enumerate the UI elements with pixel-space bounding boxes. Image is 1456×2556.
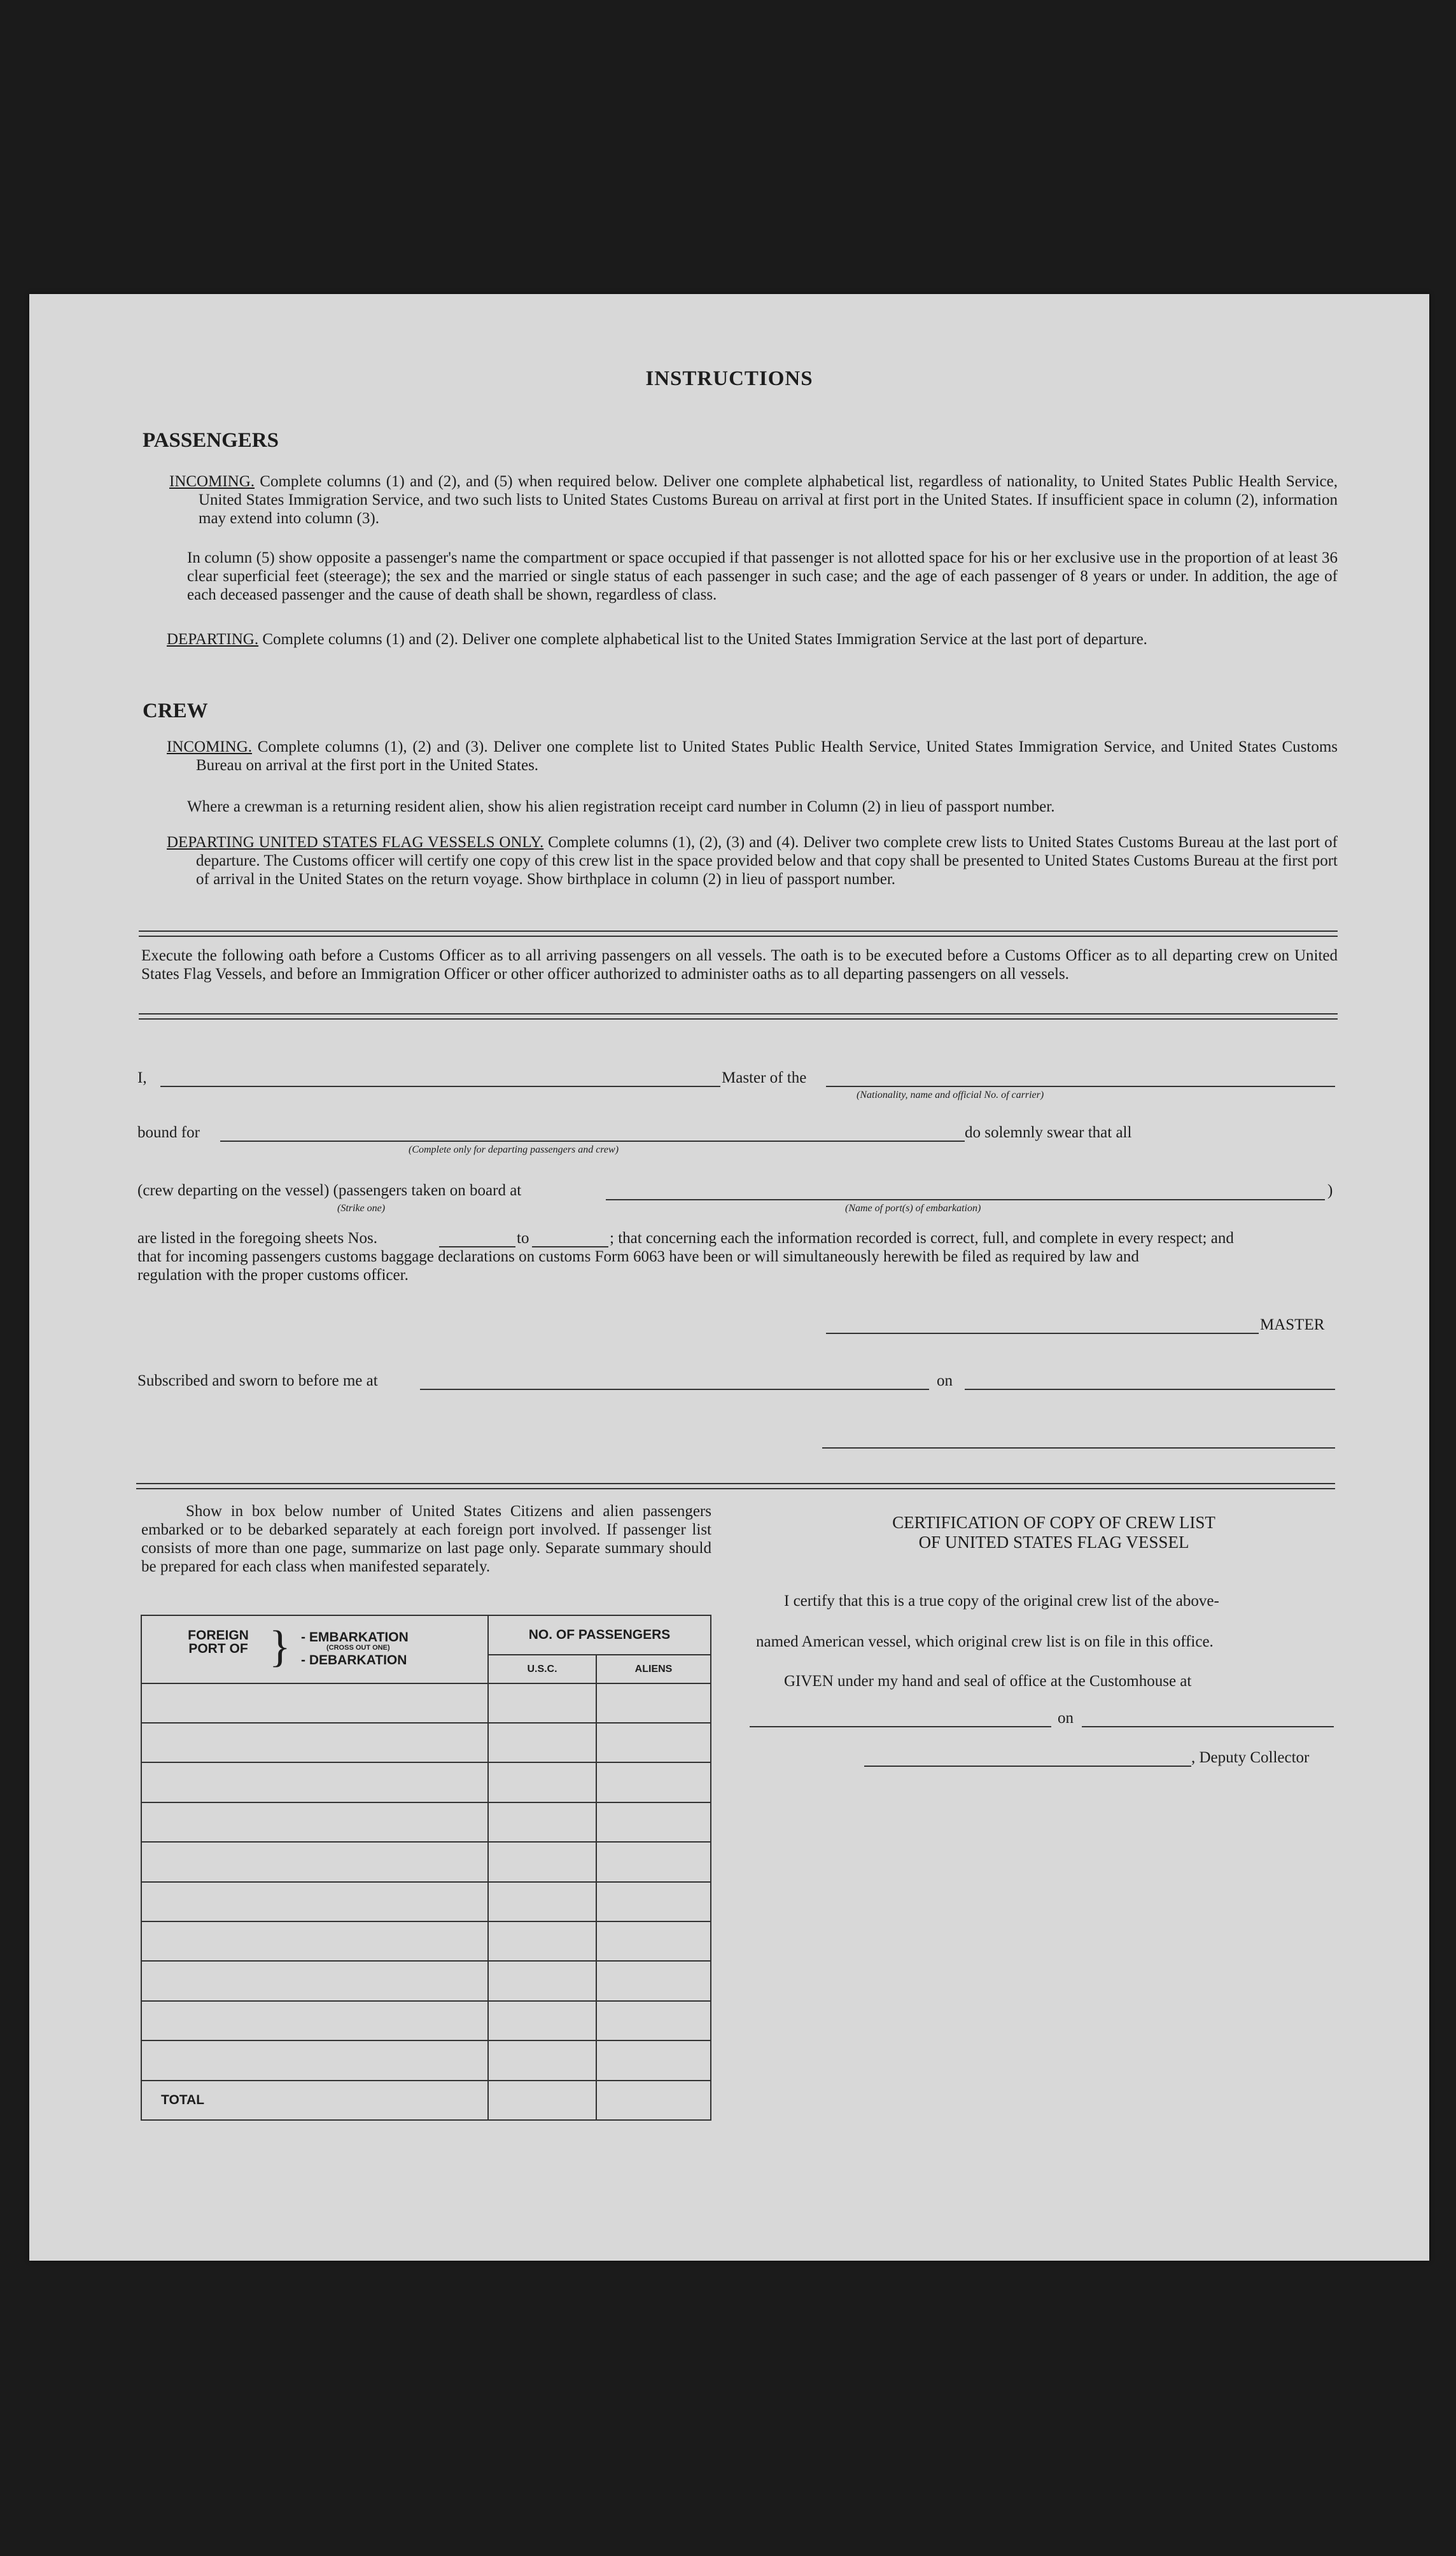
port-cell[interactable] <box>141 2040 488 2080</box>
cert-date-field[interactable] <box>1082 1726 1334 1727</box>
embarkation-port-field[interactable] <box>606 1199 1325 1200</box>
swear-label: do solemnly swear that all <box>965 1124 1132 1141</box>
passengers-heading: PASSENGERS <box>143 429 279 452</box>
document-page <box>29 294 1429 2261</box>
cross-out-label: (CROSS OUT ONE) <box>326 1644 390 1652</box>
table-row <box>141 2040 711 2080</box>
table-row <box>141 1961 711 2000</box>
aliens-header: ALIENS <box>596 1655 711 1683</box>
table-row <box>141 1882 711 1921</box>
incoming-label: INCOMING. <box>169 473 255 490</box>
foreign-port-label: FOREIGN PORT OF <box>188 1628 249 1656</box>
aliens-cell[interactable] <box>596 1683 711 1723</box>
port-cell[interactable] <box>141 1762 488 1802</box>
oath-intro: Execute the following oath before a Customs Officer as to all arriving passengers on all vessels. The oath is to be executed before a Customs Officer as to all departing crew on United States Flag Vessels, and before an Immigration Officer or other officer authorized to administer oaths as to all departing passengers on all vessels. <box>141 947 1338 983</box>
sworn-date-field[interactable] <box>965 1389 1335 1390</box>
port-cell[interactable] <box>141 1842 488 1881</box>
no-passengers-header: NO. OF PASSENGERS <box>488 1615 711 1655</box>
table-row <box>141 1921 711 1961</box>
usc-header: U.S.C. <box>488 1655 596 1683</box>
master-of-label: Master of the <box>722 1069 807 1086</box>
sworn-place-field[interactable] <box>420 1389 929 1390</box>
customhouse-field[interactable] <box>750 1726 1051 1727</box>
close-paren: ) <box>1327 1182 1333 1199</box>
subscribed-label: Subscribed and sworn to before me at <box>137 1372 378 1389</box>
officer-signature-field[interactable] <box>822 1447 1335 1449</box>
total-aliens-cell[interactable] <box>596 2081 711 2120</box>
debarkation-label: - DEBARKATION <box>301 1653 407 1668</box>
certification-title-2: OF UNITED STATES FLAG VESSEL <box>918 1533 1189 1552</box>
aliens-cell[interactable] <box>596 2040 711 2080</box>
bound-for-label: bound for <box>137 1124 200 1141</box>
table-row <box>141 2001 711 2040</box>
aliens-cell[interactable] <box>596 1842 711 1881</box>
destination-field[interactable] <box>220 1141 965 1142</box>
sheet-to-field[interactable] <box>532 1246 608 1247</box>
port-caption: (Name of port(s) of embarkation) <box>845 1203 981 1214</box>
port-cell[interactable] <box>141 2001 488 2040</box>
cert-on-label: on <box>1058 1710 1074 1727</box>
summary-note: Show in box below number of United States Citizens and alien passengers embarked or to be debarked separately at each foreign port involved. If passenger list consists of more than one page, summarize on last page only. Separate summary should be prepared for each class when manifested separately. <box>141 1503 711 1575</box>
page-title: INSTRUCTIONS <box>645 367 813 390</box>
carrier-field[interactable] <box>826 1086 1335 1087</box>
master-signature-field[interactable] <box>826 1333 1259 1334</box>
certify-text-1: I certify that this is a true copy of the original crew list of the above- <box>784 1592 1219 1610</box>
divider <box>139 930 1338 937</box>
master-name-field[interactable] <box>160 1086 720 1087</box>
port-header-cell <box>141 1615 488 1683</box>
sheet-from-field[interactable] <box>439 1246 515 1247</box>
incoming-text: Complete columns (1) and (2), and (5) when required below. Deliver one complete alphabetical list, regardless of nationality, to United States Public Health Service, United States Immigration Service, and two such lists to United States Customs Bureau on arrival at first port in the United States. If insufficient space in column (2), information may extend into column (3). <box>199 473 1338 527</box>
column5-paragraph: In column (5) show opposite a passenger's name the compartment or space occupied if that passenger is not allotted space for his or her exclusive use in the proportion of at least 36 clear superficial feet (steerage); the sex and the married or single status of each passenger in such case; and the age of each passenger of 8 years or under. In addition, the age of each deceased passenger and the cause of death shall be shown, regardless of class. <box>187 549 1338 603</box>
deputy-collector-label: , Deputy Collector <box>1191 1749 1310 1766</box>
crew-departing-label: (crew departing on the vessel) (passengers taken on board at <box>137 1182 522 1199</box>
crew-departing-text: Complete columns (1), (2), (3) and (4). Deliver two complete crew lists to United States Customs Bureau at the last port of departure. The Customs officer will certify one copy of this crew list in the space provided below and that copy shall be presented to United States Customs Bureau at the first port of arrival in the United States on the return voyage. Show birthplace in column (2) in lieu of passport number. <box>196 834 1338 888</box>
certify-text-2: named American vessel, which original crew list is on file in this office. <box>756 1633 1214 1650</box>
oath-i: I, <box>137 1069 147 1086</box>
crew-resident-paragraph: Where a crewman is a returning resident alien, show his alien registration receipt card number in Column (2) in lieu of passport number. <box>187 798 1055 815</box>
divider <box>136 1483 1335 1489</box>
nationality-caption: (Nationality, name and official No. of carrier) <box>857 1090 1044 1100</box>
port-cell[interactable] <box>141 1683 488 1723</box>
divider <box>139 1013 1338 1020</box>
deputy-signature-field[interactable] <box>864 1766 1191 1767</box>
usc-cell[interactable] <box>488 2040 596 2080</box>
port-cell[interactable] <box>141 1961 488 2000</box>
port-cell[interactable] <box>141 1723 488 1762</box>
port-cell[interactable] <box>141 1921 488 1961</box>
usc-cell[interactable] <box>488 1802 596 1842</box>
listed-text-1: ; that concerning each the information recorded is correct, full, and complete in every respect; and <box>610 1230 1234 1247</box>
aliens-cell[interactable] <box>596 1723 711 1762</box>
aliens-cell[interactable] <box>596 1961 711 2000</box>
listed-label: are listed in the foregoing sheets Nos. <box>137 1230 377 1247</box>
listed-to-label: to <box>517 1230 529 1247</box>
brace-icon: } <box>269 1622 291 1671</box>
certification-title-1: CERTIFICATION OF COPY OF CREW LIST <box>892 1513 1215 1532</box>
aliens-cell[interactable] <box>596 1921 711 1961</box>
table-row <box>141 1762 711 1802</box>
departing-label: DEPARTING. <box>167 631 259 648</box>
sworn-on-label: on <box>937 1372 953 1389</box>
given-text: GIVEN under my hand and seal of office at the Customhouse at <box>784 1673 1192 1690</box>
usc-cell[interactable] <box>488 1842 596 1881</box>
usc-cell[interactable] <box>488 1961 596 2000</box>
strike-caption: (Strike one) <box>337 1203 386 1214</box>
table-row <box>141 1802 711 1842</box>
listed-text-3: regulation with the proper customs officer. <box>137 1267 409 1284</box>
total-label: TOTAL <box>141 2081 488 2120</box>
table-row <box>141 1683 711 1723</box>
aliens-cell[interactable] <box>596 1762 711 1802</box>
crew-departing-paragraph <box>167 833 1338 888</box>
crew-departing-label: DEPARTING UNITED STATES FLAG VESSELS ONLY. <box>167 834 544 851</box>
crew-heading: CREW <box>143 699 208 722</box>
aliens-cell[interactable] <box>596 1882 711 1921</box>
crew-incoming-label: INCOMING. <box>167 738 253 755</box>
usc-cell[interactable] <box>488 1882 596 1921</box>
crew-incoming-text: Complete columns (1), (2) and (3). Deliver one complete list to United States Public Health Service, United States Immigration Service, and United States Customs Bureau on arrival at the first port in the United States. <box>196 738 1338 774</box>
total-usc-cell[interactable] <box>488 2081 596 2120</box>
passengers-departing-paragraph <box>167 630 1338 649</box>
passengers-incoming-paragraph <box>169 472 1338 528</box>
complete-caption: (Complete only for departing passengers and crew) <box>409 1144 619 1155</box>
usc-cell[interactable] <box>488 1762 596 1802</box>
usc-cell[interactable] <box>488 2001 596 2040</box>
usc-cell[interactable] <box>488 1723 596 1762</box>
port-summary-table <box>141 1615 711 2121</box>
port-cell[interactable] <box>141 1802 488 1842</box>
port-cell[interactable] <box>141 1882 488 1921</box>
listed-text-2: that for incoming passengers customs baggage declarations on customs Form 6063 have been or will simultaneously herewith be filed as required by law and <box>137 1248 1139 1265</box>
table-row <box>141 1723 711 1762</box>
table-row <box>141 1842 711 1881</box>
master-label: MASTER <box>1260 1316 1325 1333</box>
embarkation-label: - EMBARKATION <box>301 1630 409 1645</box>
aliens-cell[interactable] <box>596 1802 711 1842</box>
crew-incoming-paragraph <box>167 738 1338 775</box>
usc-cell[interactable] <box>488 1683 596 1723</box>
departing-text: Complete columns (1) and (2). Deliver one complete alphabetical list to the United States Immigration Service at the last port of departure. <box>258 631 1147 648</box>
aliens-cell[interactable] <box>596 2001 711 2040</box>
usc-cell[interactable] <box>488 1921 596 1961</box>
